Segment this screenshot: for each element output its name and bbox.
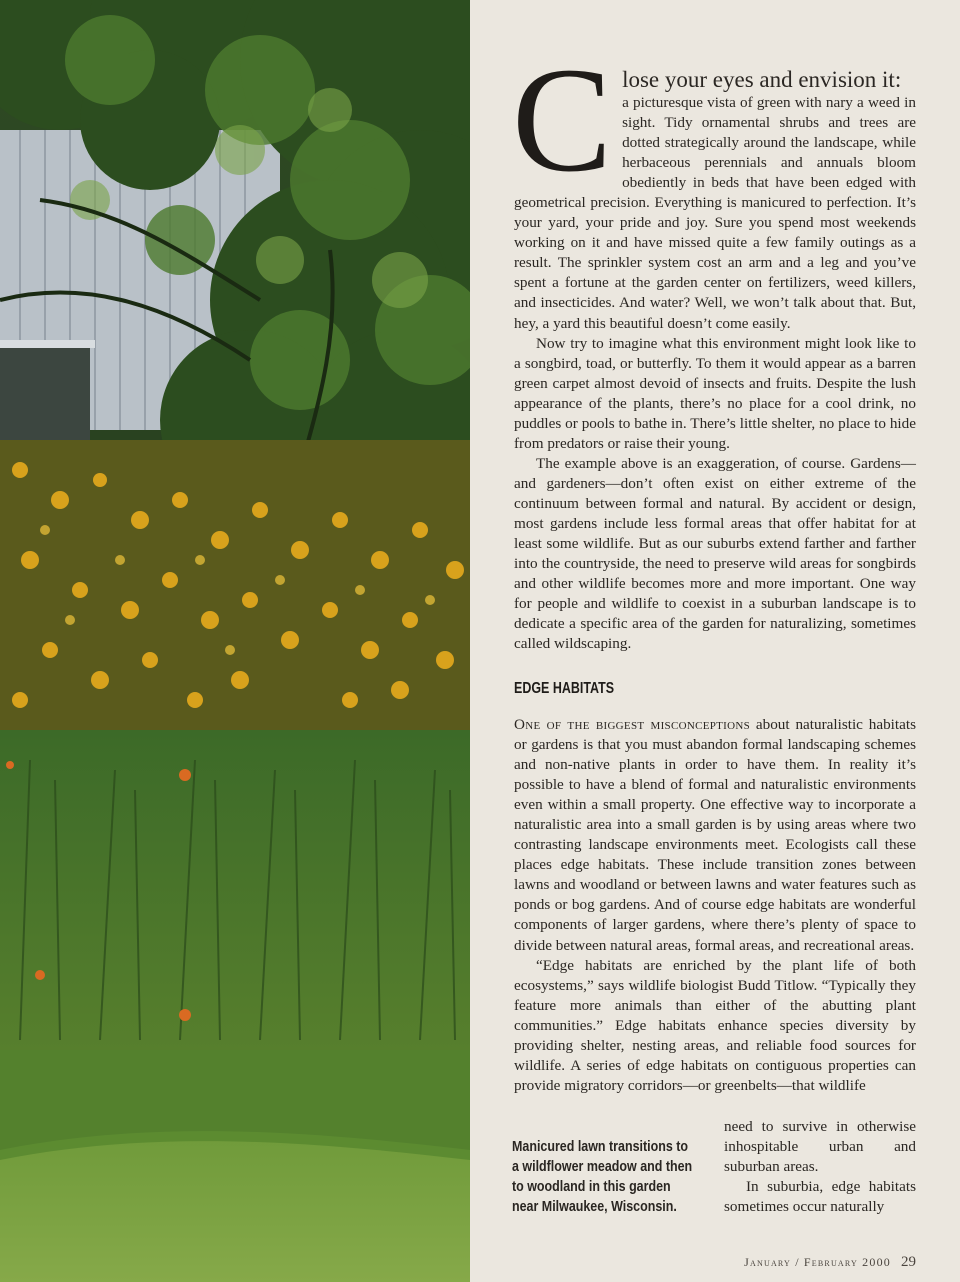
caption-line: to woodland in this garden [512, 1179, 671, 1195]
section-paragraph-1-text: about naturalistic habitats or gardens is that you must abandon formal landscaping schemes and non-native plants in order to have them. In reality it’s possible to have a blend of formal and naturalistic environments even within a small property. One effective way to incorporate a naturalistic area into a small garden is by using areas where two contrasting landscape environments meet. Ecologists call these places edge habitats. These include transition zones between lawns and woodland or between lawns and water features such as ponds or bog gardens. And of course edge habitats are wonderful components of larger gardens, where there’s plenty of space to divide between natural areas, formal areas, and recreational areas. [514, 716, 916, 954]
article-page [470, 0, 960, 1282]
caption-line: a wildflower meadow and then [512, 1159, 693, 1175]
issue-date: January / February 2000 [744, 1255, 891, 1269]
intro-text [512, 37, 916, 654]
lead-in-caps: One of the biggest misconceptions [514, 716, 751, 733]
intro-paragraph-3: The example above is an exaggeration, of course. Gardens—and gardeners—don’t often exist on either extreme of the continuum between formal and natural. By accident or design, most gardens include less formal areas that offer habitat for at least some wildlife. But as our suburbs extend farther and farther into the countryside, the need to preserve wild areas for songbirds and other wildlife becomes more and more important. One way for people and wildlife to coexist in a suburban landscape is to dedicate a specific area of the garden for naturalizing, sometimes called wildscaping. [514, 454, 916, 653]
section-paragraph-3: In suburbia, edge habitats sometimes occur naturally [724, 1178, 916, 1216]
drop-cap: C [512, 37, 613, 203]
intro-paragraph-1 [512, 37, 916, 334]
section-paragraph-2: “Edge habitats are enriched by the plant life of both ecosystems,” says wildlife biologist Budd Titlow. “Typically they feature more animals than either of the abutting plant communities.” Edge habitats enhance species diversity by providing shelter, nesting areas, and reliable food sources for wildlife. A series of edge habitats on contiguous properties can provide migratory corridors—or greenbelts—that wildlife [514, 956, 916, 1094]
lead-line: lose your eyes and envision it: [622, 67, 902, 92]
intro-paragraph-1-text: a picturesque vista of green with nary a weed in sight. Tidy ornamental shrubs and trees are dotted strategically around the landscape, while herbaceous perennials and annuals bloom obediently in beds that have been edged with geometrical precision. Everything is manicured to perfection. It’s your yard, your pride and joy. Sure you spend most weekends working on it and have missed quite a few family outings as a result. The sprinkler system cost an arm and a leg and you’ve spent a fortune at the garden center on fertilizers, weed killers, and insecticides. And water? Well, we won’t talk about that. But, hey, a yard this beautiful doesn’t come easily. [514, 94, 916, 332]
section-text [514, 715, 916, 1096]
garden-illustration [0, 0, 470, 1282]
page-number: 29 [901, 1254, 916, 1270]
intro-paragraph-2: Now try to imagine what this environment might look like to a songbird, toad, or butterfly. To them it would appear as a barren green carpet almost devoid of insects and fruits. Despite the lush appearance of the plants, there’s no place for a cool drink, no puddles or pools to bathe in. There’s little shelter, no place to hide from predators or raise their young. [514, 334, 916, 452]
continued-text [724, 1117, 916, 1217]
section-paragraph-1 [514, 715, 916, 956]
page-footer [744, 1254, 916, 1271]
section-paragraph-2-continued: need to survive in otherwise inhospitable urban and suburban areas. [724, 1118, 916, 1176]
garden-photo [0, 0, 470, 1282]
photo-caption [512, 1137, 693, 1217]
caption-line: near Milwaukee, Wisconsin. [512, 1199, 677, 1215]
caption-line: Manicured lawn transitions to [512, 1139, 688, 1155]
section-heading: EDGE HABITATS [514, 680, 615, 697]
